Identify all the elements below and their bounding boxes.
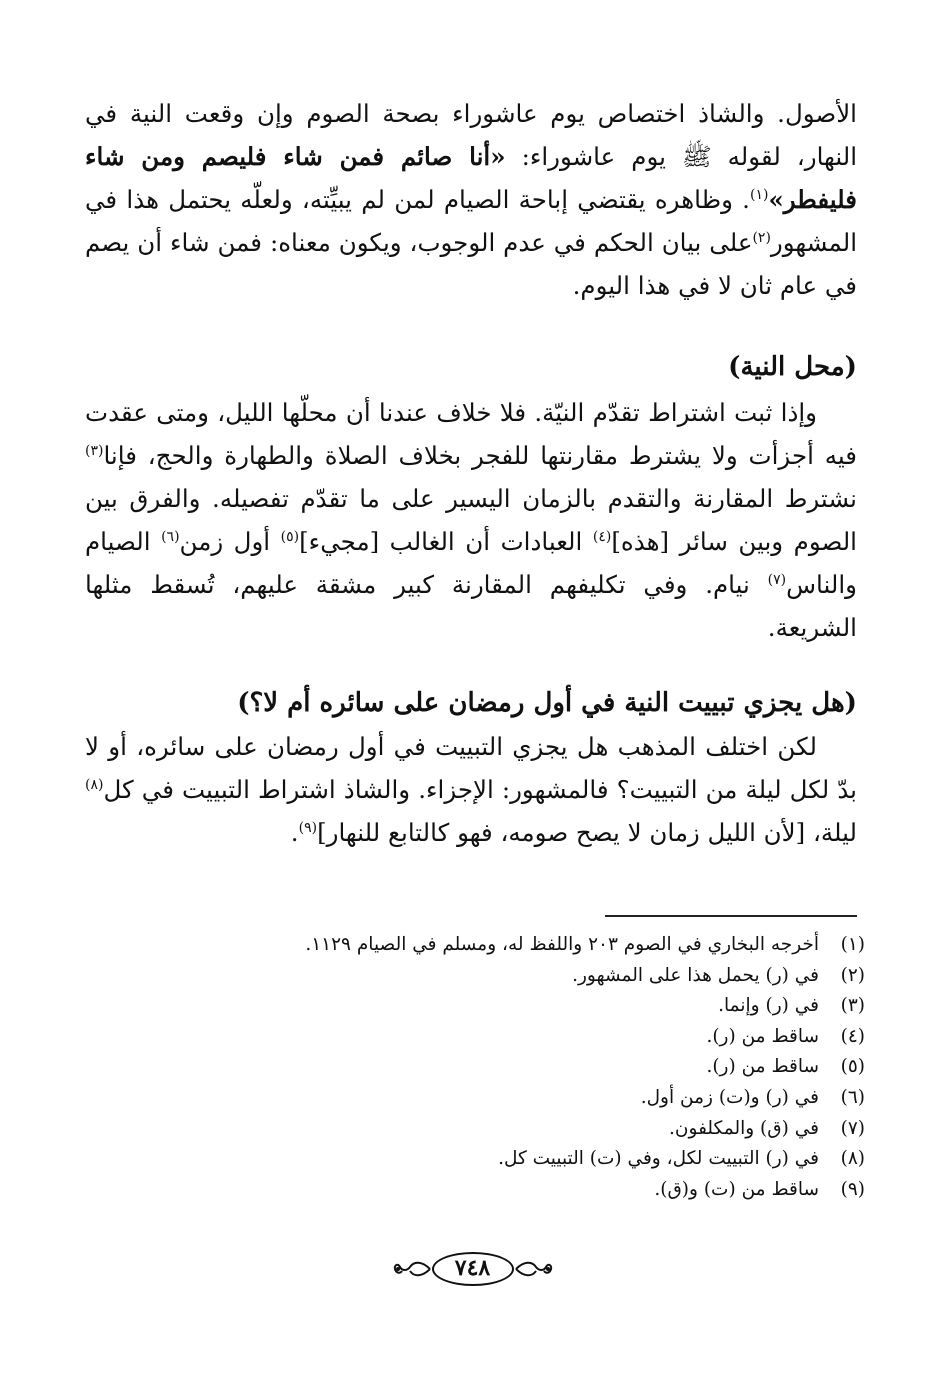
paragraph-3-text-c: . bbox=[290, 818, 299, 847]
page-number: ٧٤٨ bbox=[432, 1252, 514, 1286]
section-heading-niyyah-place: (محل النية) bbox=[728, 352, 857, 382]
hadith-quote: «أنا صائم فمن شاء فليصم ومن شاء فليفطر» bbox=[85, 142, 857, 214]
footnote-item bbox=[85, 930, 865, 961]
footnote-ref-3[interactable]: (٣) bbox=[85, 442, 104, 459]
footnote-ref-2[interactable]: (٢) bbox=[752, 229, 771, 246]
footnote-text: ساقط من (ر). bbox=[706, 1025, 819, 1047]
paragraph-1-text-a: الأصول. والشاذ اختصاص يوم عاشوراء بصحة الصوم وإن وقعت النية في النهار، لقوله ﷺ يوم عاشوراء: bbox=[85, 99, 857, 171]
footnote-text: في (ر) وإنما. bbox=[718, 995, 819, 1017]
footnote-number: (٥) bbox=[840, 1056, 865, 1078]
footnote-item bbox=[85, 1144, 865, 1175]
paragraph-3-text-b: ليلة، [لأن الليل زمان لا يصح صومه، فهو كالتابع للنهار] bbox=[317, 818, 857, 847]
footnote-number: (١) bbox=[840, 934, 865, 955]
paragraph-1-text-c: على بيان الحكم في عدم الوجوب، ويكون معناه: فمن شاء أن يصم في عام ثان لا في هذا اليوم. bbox=[85, 228, 857, 300]
footnote-text: في (ر) التبييت لكل، وفي (ت) التبييت كل. bbox=[498, 1148, 819, 1170]
footnote-item bbox=[85, 1083, 865, 1114]
footnote-number: (٣) bbox=[840, 995, 865, 1017]
paragraph-2-text-f: نيام. وفي تكليفهم المقارنة كبير مشقة عليهم، تُسقط مثلها الشريعة. bbox=[85, 570, 857, 642]
page-number-footer bbox=[0, 1252, 945, 1286]
paragraph-2-text-a: وإذا ثبت اشتراط تقدّم النيّة. فلا خلاف عندنا أن محلّها الليل، ومتى عقدت فيه أجزأت ولا يشترط مقارنتها للفجر بخلاف الصلاة والطهارة والحج، فإنا bbox=[85, 398, 857, 470]
ornament-right-icon bbox=[514, 1257, 554, 1281]
footnote-text: في (ر) و(ت) زمن أول. bbox=[640, 1086, 819, 1108]
footnote-number: (٧) bbox=[840, 1117, 865, 1139]
footnote-ref-6[interactable]: (٦) bbox=[161, 528, 180, 545]
footnote-number: (٦) bbox=[840, 1086, 865, 1108]
footnote-ref-9[interactable]: (٩) bbox=[298, 819, 318, 836]
footnote-ref-7[interactable]: (٧) bbox=[767, 571, 787, 588]
paragraph-3-text-a: لكن اختلف المذهب هل يجزي التبييت في أول رمضان على سائره، أو لا بدّ لكل ليلة من التبييت؟ فالمشهور: الإجزاء. والشاذ اشتراط التبييت في كل bbox=[85, 732, 857, 804]
footnote-text: أخرجه البخاري في الصوم ٢٠٣ واللفظ له، ومسلم في الصيام ١١٢٩. bbox=[305, 934, 819, 955]
paragraph-2 bbox=[85, 391, 857, 649]
footnote-item bbox=[85, 1114, 865, 1145]
ornament-left-icon bbox=[392, 1257, 432, 1281]
footnote-item bbox=[85, 1175, 865, 1206]
footnote-item bbox=[85, 1022, 865, 1053]
footnotes-list bbox=[85, 930, 865, 1205]
footnote-ref-8[interactable]: (٨) bbox=[85, 776, 104, 793]
footnote-number: (٢) bbox=[840, 964, 865, 986]
paragraph-1 bbox=[85, 92, 857, 307]
page-body bbox=[85, 92, 857, 854]
footnote-text: ساقط من (ت) و(ق). bbox=[654, 1178, 819, 1200]
section-heading-tabyit: (هل يجزي تبييت النية في أول رمضان على سائره أم لا؟) bbox=[237, 688, 857, 718]
paragraph-2-text-b: نشترط المقارنة والتقدم بالزمان اليسير على ما تقدّم تفصيله. والفرق بين الصوم وبين سائر [هذه] bbox=[85, 484, 857, 556]
paragraph-2-text-e: الصيام والناس bbox=[85, 527, 857, 599]
footnote-ref-4[interactable]: (٤) bbox=[592, 528, 612, 545]
footnote-text: في (ر) يحمل هذا على المشهور. bbox=[572, 964, 819, 986]
footnote-item bbox=[85, 1052, 865, 1083]
footnote-text: في (ق) والمكلفون. bbox=[669, 1117, 819, 1139]
paragraph-2-text-d: أول زمن bbox=[179, 527, 281, 556]
footnote-ref-5[interactable]: (٥) bbox=[280, 528, 300, 545]
page-number-ornament-icon bbox=[392, 1252, 554, 1286]
footnote-item bbox=[85, 961, 865, 992]
footnote-item bbox=[85, 991, 865, 1022]
paragraph-2-text-c: العبادات أن الغالب [مجيء] bbox=[299, 527, 593, 556]
footnote-number: (٨) bbox=[840, 1148, 865, 1170]
footnote-ref-1[interactable]: (١) bbox=[749, 186, 769, 203]
paragraph-3 bbox=[85, 725, 857, 854]
footnote-text: ساقط من (ر). bbox=[706, 1056, 819, 1078]
footnote-number: (٤) bbox=[840, 1025, 865, 1047]
footnote-divider bbox=[605, 915, 857, 917]
footnote-number: (٩) bbox=[840, 1178, 865, 1200]
paragraph-1-text-b: . وظاهره يقتضي إباحة الصيام لمن لم يبيِّته، ولعلّه يحتمل هذا في المشهور bbox=[85, 185, 857, 257]
